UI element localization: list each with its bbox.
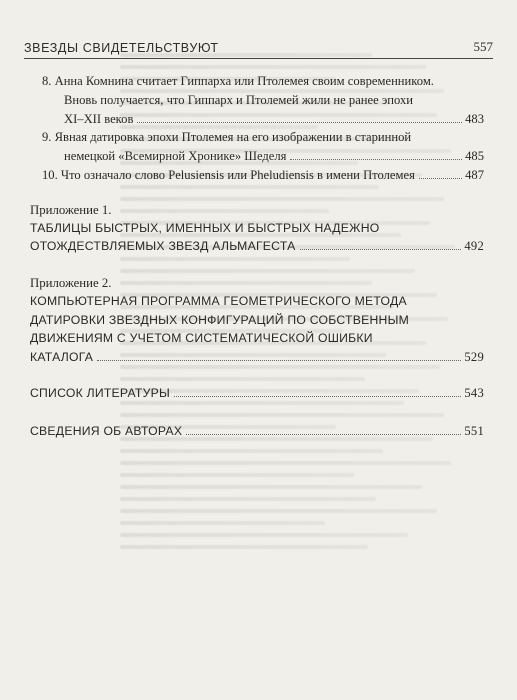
- toc-entry-leader-line: [42, 166, 484, 185]
- running-head-title: ЗВЕЗДЫ СВИДЕТЕЛЬСТВУЮТ: [24, 41, 219, 55]
- page-number: 557: [473, 39, 493, 54]
- toc-page-number: 485: [465, 149, 484, 164]
- dot-leader: [186, 434, 461, 435]
- appendix-title: ТАБЛИЦЫ БЫСТРЫХ, ИМЕННЫХ И БЫСТРЫХ НАДЕЖНО: [30, 220, 380, 235]
- dot-leader: [300, 249, 462, 250]
- table-of-contents: [30, 72, 484, 441]
- appendix-label: Приложение 1.: [30, 202, 112, 217]
- toc-entry-text: немецкой «Всемирной Хронике» Шеделя: [64, 149, 287, 164]
- appendix-title: ДВИЖЕНИЯМ С УЧЕТОМ СИСТЕМАТИЧЕСКОЙ ОШИБКИ: [30, 331, 373, 346]
- dot-leader: [419, 178, 462, 179]
- dot-leader: [97, 360, 461, 361]
- toc-entry-leader-line: [42, 110, 484, 129]
- toc-entry-leader-line: [42, 147, 484, 166]
- toc-page-number: 551: [464, 423, 484, 438]
- toc-entry-text: 8. Анна Комнина считает Гиппарха или Птолемея своим современником.: [42, 74, 434, 88]
- toc-entry-9[interactable]: [38, 128, 484, 166]
- toc-page-number: 529: [464, 349, 484, 364]
- appendix-title: ДАТИРОВКИ ЗВЕЗДНЫХ КОНФИГУРАЦИЙ ПО СОБСТВЕННЫМ: [30, 312, 410, 327]
- toc-entry-text: XI–XII веков: [64, 111, 134, 126]
- running-head: [24, 37, 493, 59]
- appendix-title: КАТАЛОГА: [30, 349, 94, 364]
- dot-leader: [174, 396, 461, 397]
- appendix-label: Приложение 2.: [30, 275, 112, 290]
- toc-entry-text: 10. Что означало слово Pelusiensis или Pheludiensis в имени Птолемея: [42, 167, 415, 182]
- toc-entry-leader-line: [30, 237, 484, 256]
- section-title: СВЕДЕНИЯ ОБ АВТОРАХ: [30, 423, 183, 438]
- toc-entry-text: Вновь получается, что Гиппарх и Птолемей жили не ранее эпохи: [64, 92, 414, 107]
- toc-entry-8[interactable]: [38, 72, 484, 128]
- toc-appendix-2[interactable]: [30, 274, 484, 366]
- toc-authors[interactable]: [30, 422, 484, 441]
- toc-entry-10[interactable]: [38, 166, 484, 185]
- toc-entry-leader-line: [30, 422, 484, 441]
- toc-page-number: 492: [464, 239, 484, 254]
- dot-leader: [290, 159, 462, 160]
- toc-page-number: 543: [464, 386, 484, 401]
- section-title: СПИСОК ЛИТЕРАТУРЫ: [30, 386, 170, 401]
- toc-entry-text: 9. Явная датировка эпохи Птолемея на его изображении в старинной: [42, 130, 412, 145]
- toc-bibliography[interactable]: [30, 384, 484, 403]
- toc-page-number: 487: [465, 167, 484, 182]
- toc-page-number: 483: [465, 111, 484, 126]
- toc-appendix-1[interactable]: [30, 201, 484, 256]
- appendix-title: ОТОЖДЕСТВЛЯЕМЫХ ЗВЕЗД АЛЬМАГЕСТА: [30, 239, 296, 254]
- dot-leader: [137, 122, 462, 123]
- appendix-title: КОМПЬЮТЕРНАЯ ПРОГРАММА ГЕОМЕТРИЧЕСКОГО МЕТОДА: [30, 293, 407, 308]
- toc-entry-leader-line: [30, 348, 484, 367]
- toc-entry-leader-line: [30, 384, 484, 403]
